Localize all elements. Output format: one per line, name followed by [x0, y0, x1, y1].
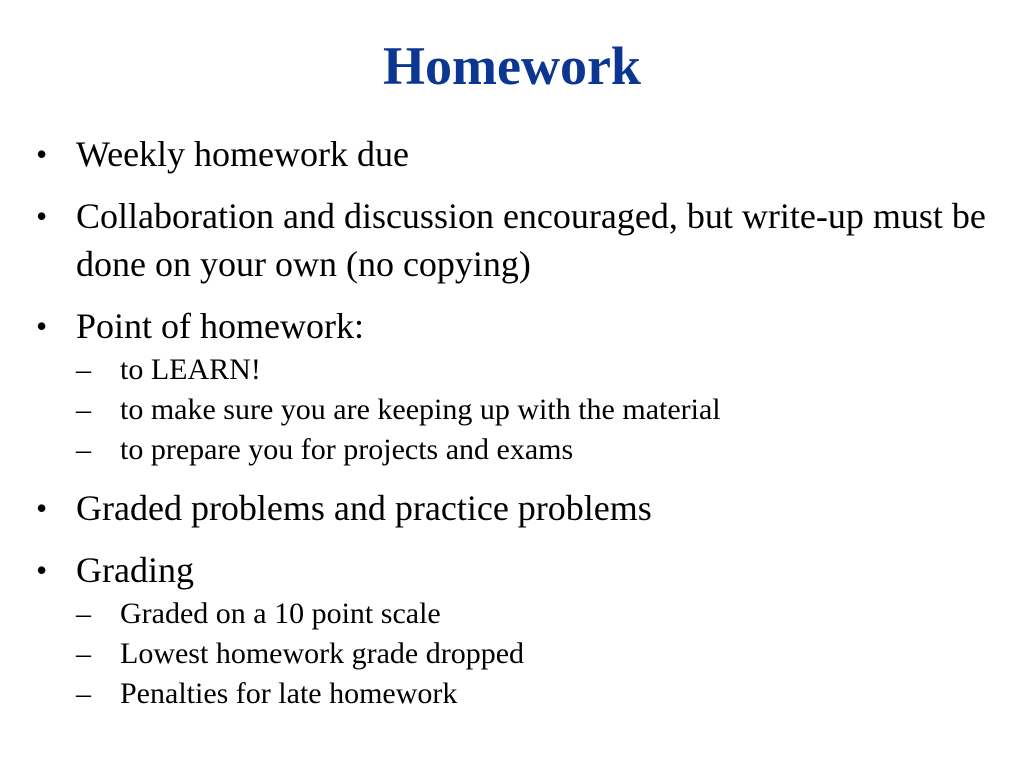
bullet-dot-icon: •	[36, 136, 48, 172]
sub-bullet-item	[76, 430, 996, 470]
sub-bullet-item	[76, 634, 996, 674]
bullet-dot-icon: •	[36, 552, 48, 588]
bullet-text: Collaboration and discussion encouraged, but write-up must be done on your own (no copying)	[76, 196, 986, 284]
sub-bullet-item	[76, 350, 996, 390]
bullet-item	[36, 302, 996, 470]
dash-icon: –	[76, 677, 91, 710]
bullet-dot-icon: •	[36, 490, 48, 526]
bullet-text: Point of homework:	[76, 306, 364, 346]
bullet-dot-icon: •	[36, 308, 48, 344]
sub-bullet-item	[76, 594, 996, 634]
bullet-item	[36, 192, 996, 288]
sub-bullet-text: to prepare you for projects and exams	[120, 433, 574, 466]
sub-bullet-text: Graded on a 10 point scale	[120, 597, 441, 630]
dash-icon: –	[76, 393, 91, 426]
sub-bullet-list	[76, 594, 996, 714]
bullet-item	[36, 546, 996, 714]
dash-icon: –	[76, 637, 91, 670]
slide-title: Homework	[383, 36, 641, 96]
bullet-dot-icon: •	[36, 198, 48, 234]
sub-bullet-list	[76, 350, 996, 470]
dash-icon: –	[76, 433, 91, 466]
bullet-text: Weekly homework due	[76, 134, 409, 174]
sub-bullet-text: to make sure you are keeping up with the material	[120, 393, 721, 426]
bullet-item	[36, 130, 996, 178]
dash-icon: –	[76, 597, 91, 630]
sub-bullet-text: Lowest homework grade dropped	[120, 637, 525, 670]
sub-bullet-text: Penalties for late homework	[120, 677, 458, 710]
sub-bullet-item	[76, 674, 996, 714]
dash-icon: –	[76, 353, 91, 386]
sub-bullet-text: to LEARN!	[120, 353, 261, 386]
bullet-list	[36, 130, 996, 728]
sub-bullet-item	[76, 390, 996, 430]
bullet-text: Graded problems and practice problems	[76, 488, 652, 528]
bullet-item	[36, 484, 996, 532]
bullet-text: Grading	[76, 550, 194, 590]
